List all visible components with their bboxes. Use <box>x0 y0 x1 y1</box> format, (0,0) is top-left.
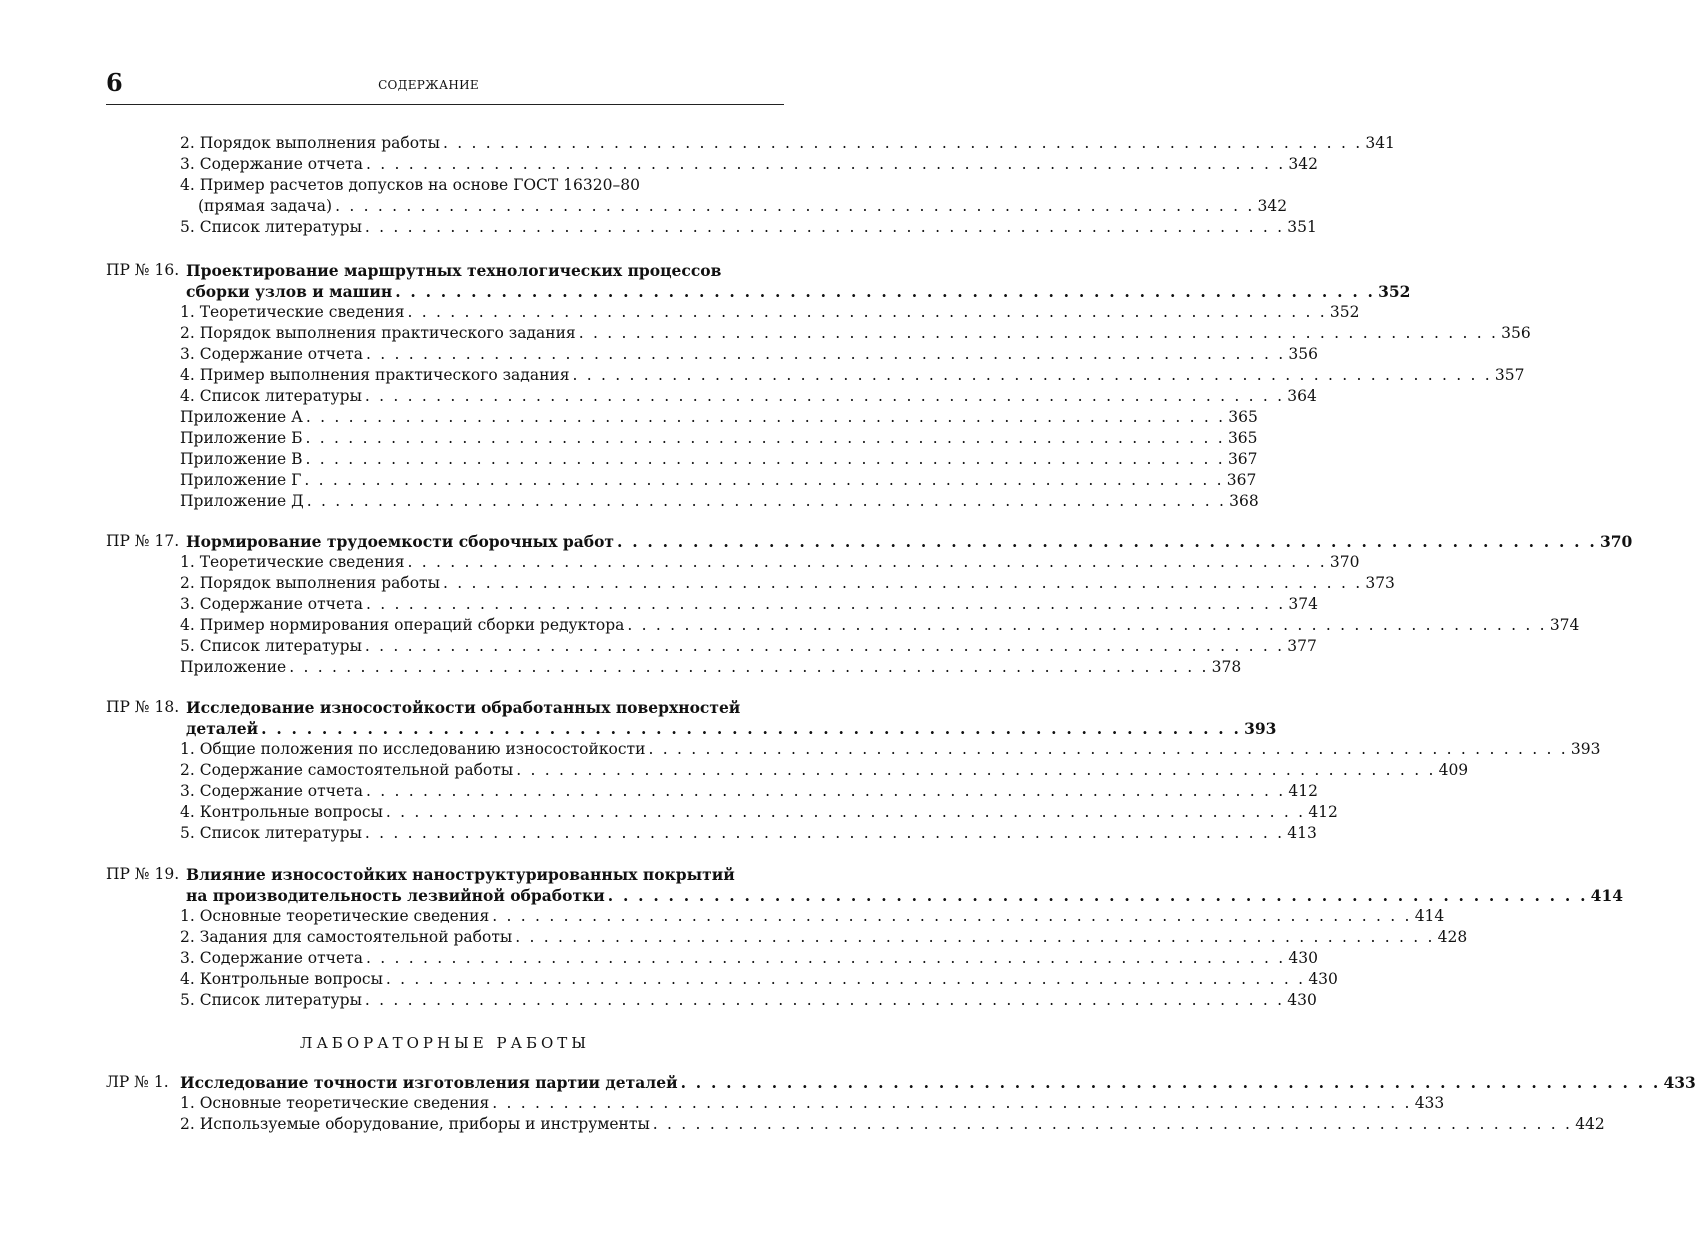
entry-title: Приложение Г <box>180 470 304 491</box>
entry-page: 442 <box>1575 1115 1605 1133</box>
dot-leader: . . . . . . . . . . . . . . . . . . . . . . . . . . . . . . . . . . . . . . . . . . . . . . . . . . . . . . . . . . . . . . . . . <box>442 134 1363 152</box>
entry-title: Приложение В <box>180 449 306 470</box>
entry-title: (прямая задача) <box>198 196 335 217</box>
entry-page: 374 <box>1288 595 1318 613</box>
entry-prefix: ПР № 16. <box>106 261 180 279</box>
entry-title: 4. Контрольные вопросы <box>180 802 386 823</box>
entry-title: 3. Содержание отчета <box>180 948 366 969</box>
entry-page: 356 <box>1288 345 1318 363</box>
entry-title: Приложение Д <box>180 491 307 512</box>
toc-entry <box>180 1093 1445 1114</box>
entry-page: 370 <box>1599 532 1633 551</box>
dot-leader: . . . . . . . . . . . . . . . . . . . . . . . . . . . . . . . . . . . . . . . . . . . . . . . . . . . . . . . . . . . . . . . . . <box>442 574 1363 592</box>
entry-title: Приложение <box>180 657 289 678</box>
toc-entry <box>180 823 1317 844</box>
dot-leader: . . . . . . . . . . . . . . . . . . . . . . . . . . . . . . . . . . . . . . . . . . . . . . . . . . . . . . . . . . . . . . . . . <box>395 282 1376 301</box>
entry-title: 4. Пример выполнения практического задания <box>180 365 573 386</box>
toc-entry <box>180 760 1469 781</box>
entry-title: 2. Порядок выполнения работы <box>180 573 443 594</box>
entry-page: 367 <box>1227 450 1258 468</box>
entry-title: 1. Теоретические сведения <box>180 552 408 573</box>
entry-page: 412 <box>1308 803 1338 821</box>
dot-leader: . . . . . . . . . . . . . . . . . . . . . . . . . . . . . . . . . . . . . . . . . . . . . . . . . . . . . . . . . . . . . . . . . <box>627 616 1547 634</box>
dot-leader: . . . . . . . . . . . . . . . . . . . . . . . . . . . . . . . . . . . . . . . . . . . . . . . . . . . . . . . . . . . . . . . . . <box>407 303 1327 321</box>
toc-entry <box>180 927 1468 948</box>
section-title: Проектирование маршрутных технологических процессов <box>186 261 722 280</box>
entry-title: 4. Пример нормирования операций сборки редуктора <box>180 615 627 636</box>
entry-title: 3. Содержание отчета <box>180 154 366 175</box>
dot-leader: . . . . . . . . . . . . . . . . . . . . . . . . . . . . . . . . . . . . . . . . . . . . . . . . . . . . . . . . . . . . . . . . . <box>306 492 1227 510</box>
entry-page: 428 <box>1437 928 1468 946</box>
entry-page: 356 <box>1501 324 1531 342</box>
toc-entry <box>180 323 1531 344</box>
entry-title: 3. Содержание отчета <box>180 781 366 802</box>
entry-page: 414 <box>1414 907 1445 925</box>
section-title-line <box>186 281 1411 302</box>
dot-leader: . . . . . . . . . . . . . . . . . . . . . . . . . . . . . . . . . . . . . . . . . . . . . . . . . . . . . . . . . . . . . . . . . <box>364 637 1285 655</box>
toc-entry <box>180 386 1317 407</box>
entry-title: 5. Список литературы <box>180 823 365 844</box>
toc-entry <box>180 154 1318 175</box>
entry-title: 3. Содержание отчета <box>180 594 366 615</box>
entry-title: 2. Содержание самостоятельной работы <box>180 760 516 781</box>
dot-leader: . . . . . . . . . . . . . . . . . . . . . . . . . . . . . . . . . . . . . . . . . . . . . . . . . . . . . . . . . . . . . . . . . <box>572 366 1492 384</box>
entry-title: 1. Общие положения по исследованию износостойкости <box>180 739 648 760</box>
entry-page: 370 <box>1329 553 1360 571</box>
toc-entry <box>180 552 1360 573</box>
entry-title: Приложение Б <box>180 428 306 449</box>
entry-page: 378 <box>1211 658 1242 676</box>
entry-title: 3. Содержание отчета <box>180 344 366 365</box>
entry-title: 1. Основные теоретические сведения <box>180 1093 492 1114</box>
entry-page: 414 <box>1590 886 1624 905</box>
toc-entry <box>180 491 1259 512</box>
section-title-line <box>186 885 1624 906</box>
entry-page: 365 <box>1228 408 1258 426</box>
entry-page: 342 <box>1288 155 1318 173</box>
toc-entry <box>180 1114 1605 1135</box>
entry-title: 4. Список литературы <box>180 386 365 407</box>
entry-prefix: ЛР № 1. <box>106 1073 169 1091</box>
entry-page: 377 <box>1287 637 1317 655</box>
entry-page: 352 <box>1329 303 1360 321</box>
dot-leader: . . . . . . . . . . . . . . . . . . . . . . . . . . . . . . . . . . . . . . . . . . . . . . . . . . . . . . . . . . . . . . . . . <box>364 387 1285 405</box>
entry-page: 393 <box>1244 719 1277 738</box>
toc-entry <box>180 657 1242 678</box>
toc-entry <box>180 906 1445 927</box>
dot-leader: . . . . . . . . . . . . . . . . . . . . . . . . . . . . . . . . . . . . . . . . . . . . . . . . . . . . . . . . . . . . . . . . . <box>365 782 1286 800</box>
toc-entry <box>180 344 1318 365</box>
dot-leader: . . . . . . . . . . . . . . . . . . . . . . . . . . . . . . . . . . . . . . . . . . . . . . . . . . . . . . . . . . . . . . . . . <box>365 595 1286 613</box>
section-title-line <box>186 718 1277 739</box>
entry-page: 430 <box>1308 970 1338 988</box>
dot-leader: . . . . . . . . . . . . . . . . . . . . . . . . . . . . . . . . . . . . . . . . . . . . . . . . . . . . . . . . . . . . . . . . . <box>407 553 1327 571</box>
entry-title: 2. Используемые оборудование, приборы и инструменты <box>180 1114 653 1135</box>
dot-leader: . . . . . . . . . . . . . . . . . . . . . . . . . . . . . . . . . . . . . . . . . . . . . . . . . . . . . . . . . . . . . . . . . <box>385 803 1306 821</box>
page-number: 6 <box>106 68 123 97</box>
entry-title: 4. Контрольные вопросы <box>180 969 386 990</box>
toc-entry <box>180 133 1395 154</box>
dot-leader: . . . . . . . . . . . . . . . . . . . . . . . . . . . . . . . . . . . . . . . . . . . . . . . . . . . . . . . . . . . . . . . . . <box>335 197 1255 215</box>
toc-entry <box>180 739 1601 760</box>
entry-title: сборки узлов и машин <box>186 281 395 302</box>
dot-leader: . . . . . . . . . . . . . . . . . . . . . . . . . . . . . . . . . . . . . . . . . . . . . . . . . . . . . . . . . . . . . . . . . <box>305 450 1225 468</box>
dot-leader: . . . . . . . . . . . . . . . . . . . . . . . . . . . . . . . . . . . . . . . . . . . . . . . . . . . . . . . . . . . . . . . . . <box>364 991 1285 1009</box>
dot-leader: . . . . . . . . . . . . . . . . . . . . . . . . . . . . . . . . . . . . . . . . . . . . . . . . . . . . . . . . . . . . . . . . . <box>364 824 1285 842</box>
toc-entry <box>180 407 1258 428</box>
entry-title: 1. Теоретические сведения <box>180 302 408 323</box>
entry-title: Приложение А <box>180 407 306 428</box>
section-title: Влияние износостойких наноструктурированных покрытий <box>186 865 735 884</box>
entry-page: 373 <box>1365 574 1395 592</box>
entry-title: 5. Список литературы <box>180 217 365 238</box>
entry-title: 2. Порядок выполнения практического задания <box>180 323 579 344</box>
entry-page: 430 <box>1288 949 1318 967</box>
entry-page: 409 <box>1438 761 1469 779</box>
dot-leader: . . . . . . . . . . . . . . . . . . . . . . . . . . . . . . . . . . . . . . . . . . . . . . . . . . . . . . . . . . . . . . . . . <box>648 740 1568 758</box>
dot-leader: . . . . . . . . . . . . . . . . . . . . . . . . . . . . . . . . . . . . . . . . . . . . . . . . . . . . . . . . . . . . . . . . . <box>516 761 1436 779</box>
entry-page: 351 <box>1287 218 1317 236</box>
dot-leader: . . . . . . . . . . . . . . . . . . . . . . . . . . . . . . . . . . . . . . . . . . . . . . . . . . . . . . . . . . . . . . . . . <box>289 658 1209 676</box>
entry-title: Исследование точности изготовления партии деталей <box>180 1072 681 1093</box>
entry-page: 393 <box>1570 740 1601 758</box>
toc-entry <box>180 470 1257 491</box>
section-title: Исследование износостойкости обработанных поверхностей <box>186 698 741 717</box>
entry-page: 367 <box>1226 471 1257 489</box>
dot-leader: . . . . . . . . . . . . . . . . . . . . . . . . . . . . . . . . . . . . . . . . . . . . . . . . . . . . . . . . . . . . . . . . . <box>578 324 1499 342</box>
dot-leader: . . . . . . . . . . . . . . . . . . . . . . . . . . . . . . . . . . . . . . . . . . . . . . . . . . . . . . . . . . . . . . . . . <box>364 218 1285 236</box>
entry-prefix: ПР № 17. <box>106 532 180 550</box>
entry-title: деталей <box>186 718 261 739</box>
entry-title: 5. Список литературы <box>180 636 365 657</box>
entry-page: 341 <box>1365 134 1395 152</box>
dot-leader: . . . . . . . . . . . . . . . . . . . . . . . . . . . . . . . . . . . . . . . . . . . . . . . . . . . . . . . . . . . . . . . . . <box>365 155 1286 173</box>
entry-page: 365 <box>1227 429 1258 447</box>
toc-entry <box>180 636 1317 657</box>
toc-entry <box>180 990 1317 1011</box>
toc-entry <box>180 365 1525 386</box>
toc-entry <box>180 428 1258 449</box>
running-head: СОДЕРЖАНИЕ <box>378 78 479 92</box>
entry-page: 357 <box>1494 366 1525 384</box>
entry-page: 368 <box>1229 492 1259 510</box>
dot-leader: . . . . . . . . . . . . . . . . . . . . . . . . . . . . . . . . . . . . . . . . . . . . . . . . . . . . . . . . . . . . . . . . . <box>652 1115 1573 1133</box>
dot-leader: . . . . . . . . . . . . . . . . . . . . . . . . . . . . . . . . . . . . . . . . . . . . . . . . . . . . . . . . . . . . . . . . . <box>304 471 1224 489</box>
lab-works-heading: ЛАБОРАТОРНЫЕ РАБОТЫ <box>299 1034 591 1052</box>
dot-leader: . . . . . . . . . . . . . . . . . . . . . . . . . . . . . . . . . . . . . . . . . . . . . . . . . . . . . . . . . . . . . . . . . <box>515 928 1435 946</box>
toc-entry <box>180 781 1318 802</box>
entry-title: 1. Основные теоретические сведения <box>180 906 492 927</box>
dot-leader: . . . . . . . . . . . . . . . . . . . . . . . . . . . . . . . . . . . . . . . . . . . . . . . . . . . . . . . . . . . . . . . . . <box>261 719 1242 738</box>
toc-entry <box>180 449 1258 470</box>
entry-page: 374 <box>1549 616 1580 634</box>
section-title-line <box>180 1072 1696 1093</box>
entry-page: 364 <box>1287 387 1317 405</box>
entry-page: 430 <box>1287 991 1317 1009</box>
toc-entry <box>180 217 1317 238</box>
dot-leader: . . . . . . . . . . . . . . . . . . . . . . . . . . . . . . . . . . . . . . . . . . . . . . . . . . . . . . . . . . . . . . . . . <box>492 907 1412 925</box>
toc-entry <box>180 573 1395 594</box>
dot-leader: . . . . . . . . . . . . . . . . . . . . . . . . . . . . . . . . . . . . . . . . . . . . . . . . . . . . . . . . . . . . . . . . . <box>385 970 1306 988</box>
entry-page: 342 <box>1257 197 1288 215</box>
toc-entry <box>180 302 1360 323</box>
entry-page: 412 <box>1288 782 1318 800</box>
header-rule <box>106 104 784 105</box>
entry-page: 352 <box>1378 282 1411 301</box>
entry-title: 2. Задания для самостоятельной работы <box>180 927 515 948</box>
toc-entry <box>180 615 1580 636</box>
dot-leader: . . . . . . . . . . . . . . . . . . . . . . . . . . . . . . . . . . . . . . . . . . . . . . . . . . . . . . . . . . . . . . . . . <box>680 1073 1661 1092</box>
toc-entry <box>180 594 1318 615</box>
entry-title: 5. Список литературы <box>180 990 365 1011</box>
dot-leader: . . . . . . . . . . . . . . . . . . . . . . . . . . . . . . . . . . . . . . . . . . . . . . . . . . . . . . . . . . . . . . . . . <box>365 345 1286 363</box>
toc-entry: 4. Пример расчетов допусков на основе ГОСТ 16320–80 <box>180 176 640 194</box>
entry-page: 433 <box>1663 1073 1696 1092</box>
entry-prefix: ПР № 19. <box>106 865 180 883</box>
toc-entry <box>180 948 1318 969</box>
entry-prefix: ПР № 18. <box>106 698 180 716</box>
dot-leader: . . . . . . . . . . . . . . . . . . . . . . . . . . . . . . . . . . . . . . . . . . . . . . . . . . . . . . . . . . . . . . . . . <box>305 408 1226 426</box>
dot-leader: . . . . . . . . . . . . . . . . . . . . . . . . . . . . . . . . . . . . . . . . . . . . . . . . . . . . . . . . . . . . . . . . . <box>617 532 1597 551</box>
entry-title: на производительность лезвийной обработки <box>186 885 608 906</box>
dot-leader: . . . . . . . . . . . . . . . . . . . . . . . . . . . . . . . . . . . . . . . . . . . . . . . . . . . . . . . . . . . . . . . . . <box>492 1094 1412 1112</box>
toc-entry <box>180 802 1338 823</box>
toc-entry <box>198 196 1288 217</box>
dot-leader: . . . . . . . . . . . . . . . . . . . . . . . . . . . . . . . . . . . . . . . . . . . . . . . . . . . . . . . . . . . . . . . . . <box>365 949 1286 967</box>
section-title-line <box>186 531 1633 552</box>
entry-title: 2. Порядок выполнения работы <box>180 133 443 154</box>
toc-entry <box>180 969 1338 990</box>
dot-leader: . . . . . . . . . . . . . . . . . . . . . . . . . . . . . . . . . . . . . . . . . . . . . . . . . . . . . . . . . . . . . . . . . <box>305 429 1225 447</box>
entry-page: 433 <box>1414 1094 1445 1112</box>
dot-leader: . . . . . . . . . . . . . . . . . . . . . . . . . . . . . . . . . . . . . . . . . . . . . . . . . . . . . . . . . . . . . . . . . <box>607 886 1588 905</box>
entry-title: Нормирование трудоемкости сборочных работ <box>186 531 617 552</box>
entry-page: 413 <box>1287 824 1317 842</box>
